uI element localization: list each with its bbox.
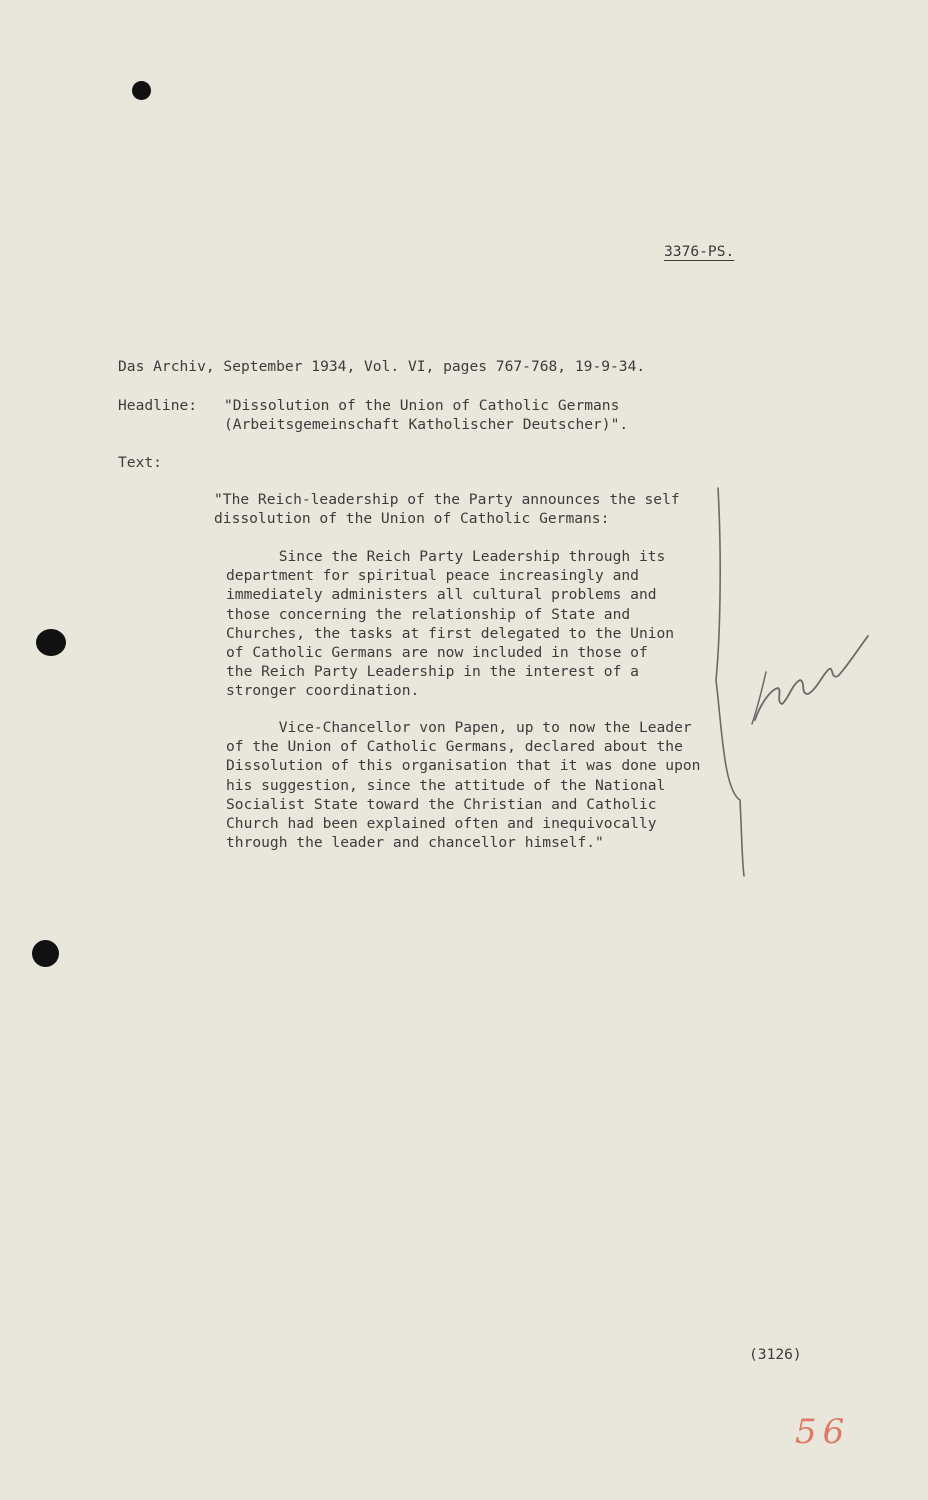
text-label: Text: — [118, 454, 162, 471]
initials-flourish — [752, 672, 766, 724]
page-reference: (3126) — [749, 1346, 802, 1363]
margin-bracket-line — [716, 488, 744, 876]
punch-hole-middle — [36, 629, 66, 656]
handwritten-initials — [755, 636, 868, 720]
folio-number: 56 — [795, 1412, 851, 1452]
source-citation: Das Archiv, September 1934, Vol. VI, pages 767-768, 19-9-34. — [118, 358, 646, 375]
paragraph-announcement: "The Reich-leadership of the Party announces the self dissolution of the Union of Catholic Germans: — [214, 491, 680, 528]
document-number: 3376-PS. — [664, 243, 735, 260]
punch-hole-top — [132, 81, 151, 100]
headline-text: "Dissolution of the Union of Catholic Germans (Arbeitsgemeinschaft Katholischer Deutscher)". — [224, 397, 629, 434]
headline-label: Headline: — [118, 397, 198, 414]
paragraph-von-papen: Vice-Chancellor von Papen, up to now the Leader of the Union of Catholic Germans, declared about the Dissolution of this organisation that it was done upon his suggestion, since the attitude of the National Socialist State toward the Christian and Catholic Church had been explained often and inequivocally through the leader and chancellor himself." — [226, 719, 701, 852]
paragraph-leadership: Since the Reich Party Leadership through its department for spiritual peace increasingly and immediately administers all cultural problems and those concerning the relationship of State and Churches, the tasks at first delegated to the Union of Catholic Germans are now included in those of the Reich Party Leadership in the interest of a stronger coordination. — [226, 548, 675, 700]
punch-hole-bottom — [32, 940, 59, 967]
